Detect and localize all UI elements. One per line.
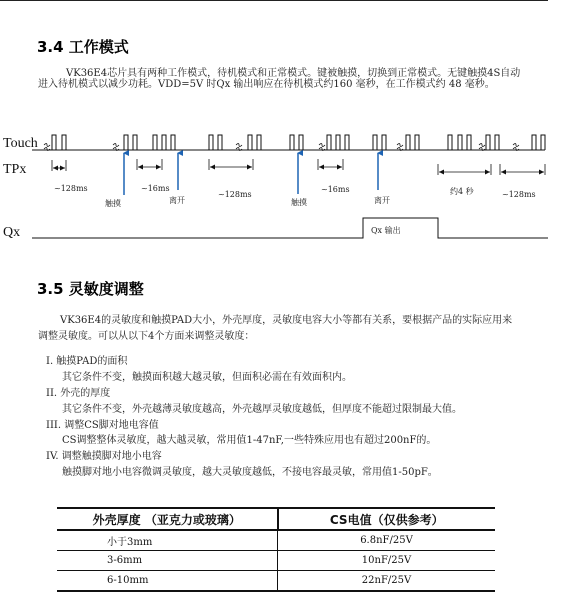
tpx-pulse	[153, 135, 157, 150]
tpx-pulse	[52, 135, 56, 150]
item-1-desc: 其它条件不变，触摸面积越大越灵敏，但面积必需在有效面积内。	[62, 372, 352, 383]
cs-capacitance-table	[57, 507, 495, 592]
cell-thickness: 小于3mm	[57, 530, 278, 551]
section-heading-work-mode: 3.4 工作模式	[37, 38, 129, 56]
tpx-pulse	[495, 135, 499, 150]
header-shell-thickness: 外壳厚度 （亚克力或玻璃）	[57, 508, 278, 530]
break-mark	[236, 144, 242, 151]
cell-thickness: 6-10mm	[57, 571, 278, 592]
label-4s: 约4 秒	[450, 187, 474, 196]
label-touch-b: 触摸	[291, 198, 307, 207]
tpx-pulse	[336, 135, 340, 150]
header-cs-value: CS电值（仅供参考）	[278, 508, 496, 530]
tpx-pulse	[345, 135, 349, 150]
tpx-pulse	[248, 135, 252, 150]
cell-cs-value: 22nF/25V	[278, 571, 496, 592]
item-1-title: I. 触摸PAD的面积	[46, 356, 128, 367]
sensitivity-intro: VK36E4的灵敏度和触摸PAD大小，外壳厚度，灵敏度电容大小等都有关系，要根据产品的实际应用来调整灵敏度。可以从以下4个方面来调整灵敏度：	[38, 315, 513, 342]
label-qx-output: Qx 输出	[371, 226, 401, 235]
break-mark	[513, 144, 519, 151]
work-mode-paragraph: VK36E4芯片具有两种工作模式，待机模式和正常模式。键被触摸，切换到正常模式。无键触摸4S自动进入待机模式以减少功耗。VDD=5V 时Qx 输出响应在待机模式约160 毫秒，在工作模式约 48 毫秒。	[38, 68, 521, 90]
label-128ms-b: ~128ms	[218, 190, 252, 199]
break-mark	[397, 144, 403, 151]
tpx-signal-label: TPx	[3, 162, 27, 177]
item-3-title: III. 调整CS脚对地电容值	[46, 420, 159, 431]
label-release-b: 离开	[374, 196, 390, 205]
item-4-title: IV. 调整触摸脚对地小电容	[46, 451, 162, 462]
label-16ms-a: ~16ms	[141, 184, 170, 193]
section-heading-sensitivity: 3.5 灵敏度调整	[37, 280, 144, 298]
touch-signal-label: Touch	[3, 136, 38, 151]
tpx-pulse	[171, 135, 175, 150]
item-2-desc: 其它条件不变，外壳越薄灵敏度越高，外壳越厚灵敏度越低，但厚度不能超过限制最大值。	[62, 404, 462, 415]
tpx-pulse	[62, 135, 66, 150]
table-row	[57, 530, 495, 551]
break-mark	[319, 144, 325, 151]
tpx-pulse	[327, 135, 331, 150]
tpx-pulse	[541, 135, 545, 150]
tpx-pulse	[382, 135, 386, 150]
cell-cs-value: 10nF/25V	[278, 551, 496, 571]
tpx-pulse	[257, 135, 261, 150]
tpx-pulse	[406, 135, 410, 150]
tpx-pulse	[448, 135, 452, 150]
item-3-desc: CS调整整体灵敏度，越大越灵敏，常用值1-47nF,一些特殊应用也有超过200nF的。	[62, 435, 437, 446]
tpx-pulse	[299, 135, 303, 150]
qx-output-waveform	[32, 218, 548, 238]
qx-waveform	[32, 218, 548, 238]
tpx-pulse	[532, 135, 536, 150]
label-128ms-c: ~128ms	[502, 190, 536, 199]
table-row	[57, 551, 495, 571]
tpx-pulse	[218, 135, 222, 150]
tpx-pulse	[290, 135, 294, 150]
qx-signal-label: Qx	[3, 225, 21, 240]
cell-cs-value: 6.8nF/25V	[278, 530, 496, 551]
header-rule	[0, 0, 548, 1]
tpx-pulse	[162, 135, 166, 150]
table-row	[57, 571, 495, 592]
tpx-pulse	[486, 135, 490, 150]
tpx-pulse	[133, 135, 137, 150]
tpx-pulse	[124, 135, 128, 150]
tpx-pulse	[373, 135, 377, 150]
label-128ms-a: ~128ms	[54, 184, 88, 193]
tpx-pulse	[209, 135, 213, 150]
break-mark	[479, 144, 485, 151]
cell-thickness: 3-6mm	[57, 551, 278, 571]
break-mark	[113, 144, 119, 151]
break-mark	[44, 144, 50, 151]
tpx-pulse	[415, 135, 419, 150]
item-2-title: II. 外壳的厚度	[46, 388, 111, 399]
item-4-desc: 触摸脚对地小电容微调灵敏度，越大灵敏度越低，不接电容最灵敏，常用值1-50pF。	[62, 467, 438, 478]
label-16ms-b: ~16ms	[321, 185, 350, 194]
label-release-a: 离开	[169, 196, 185, 205]
tpx-pulse	[467, 135, 471, 150]
table-header-row	[57, 508, 495, 530]
tpx-pulse-train	[32, 135, 545, 150]
tpx-pulse	[458, 135, 462, 150]
label-touch-a: 触摸	[105, 199, 121, 208]
